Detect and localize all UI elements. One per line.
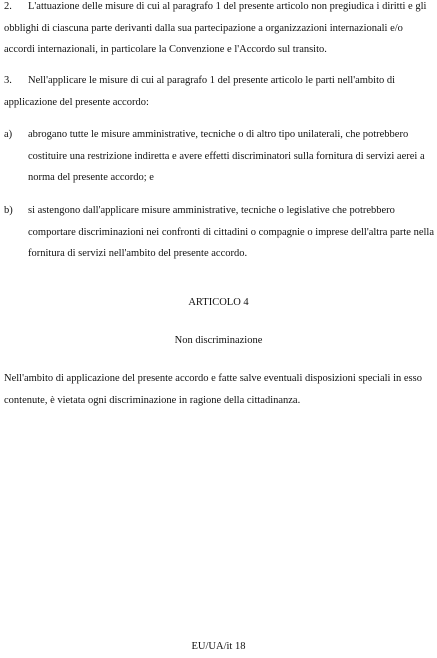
paragraph-3-text: Nell'applicare le misure di cui al paragrafo 1 del presente articolo le parti nell'ambito di applicazione del presente accordo:: [4, 75, 396, 108]
list-item-b: [4, 200, 434, 265]
paragraph-2-number: 2.: [4, 1, 12, 12]
paragraph-3: [4, 70, 432, 113]
list-item-a: [4, 124, 434, 189]
list-item-b-label: b): [4, 205, 13, 216]
paragraph-3-number: 3.: [4, 75, 12, 86]
list-item-a-label: a): [4, 129, 13, 140]
list-item-b-text: si astengono dall'applicare misure amministrative, tecniche o legislative che potrebbero comportare discriminazioni nei confronti di cittadini o compagnie o imprese dell'altra parte nella fornitura di servizi nell'ambito del presente accordo.: [28, 205, 434, 259]
article-subheading: Non discriminazione: [174, 335, 263, 346]
paragraph-2: [4, 0, 432, 61]
list-item-a-text: abrogano tutte le misure amministrative, tecniche o di altro tipo unilaterali, che potrebbero costituire una restrizione indiretta e avere effetti discriminatori sulla fornitura di servizi aerei a norma del presente accordo; e: [28, 129, 425, 183]
page-footer-reference: EU/UA/it 18: [191, 641, 246, 652]
article-body: Nell'ambito di applicazione del presente accordo e fatte salve eventuali disposizioni speciali in esso contenute, è vietata ogni discriminazione in ragione della cittadinanza.: [4, 373, 422, 406]
paragraph-2-text: L'attuazione delle misure di cui al paragrafo 1 del presente articolo non pregiudica i diritti e gli obblighi di ciascuna parte derivanti dalla sua partecipazione a organizzazioni internazionali e/o accordi internazionali, in particolare la Convenzione e l'Accordo sul transito.: [4, 1, 427, 55]
article-heading: ARTICOLO 4: [188, 297, 249, 308]
